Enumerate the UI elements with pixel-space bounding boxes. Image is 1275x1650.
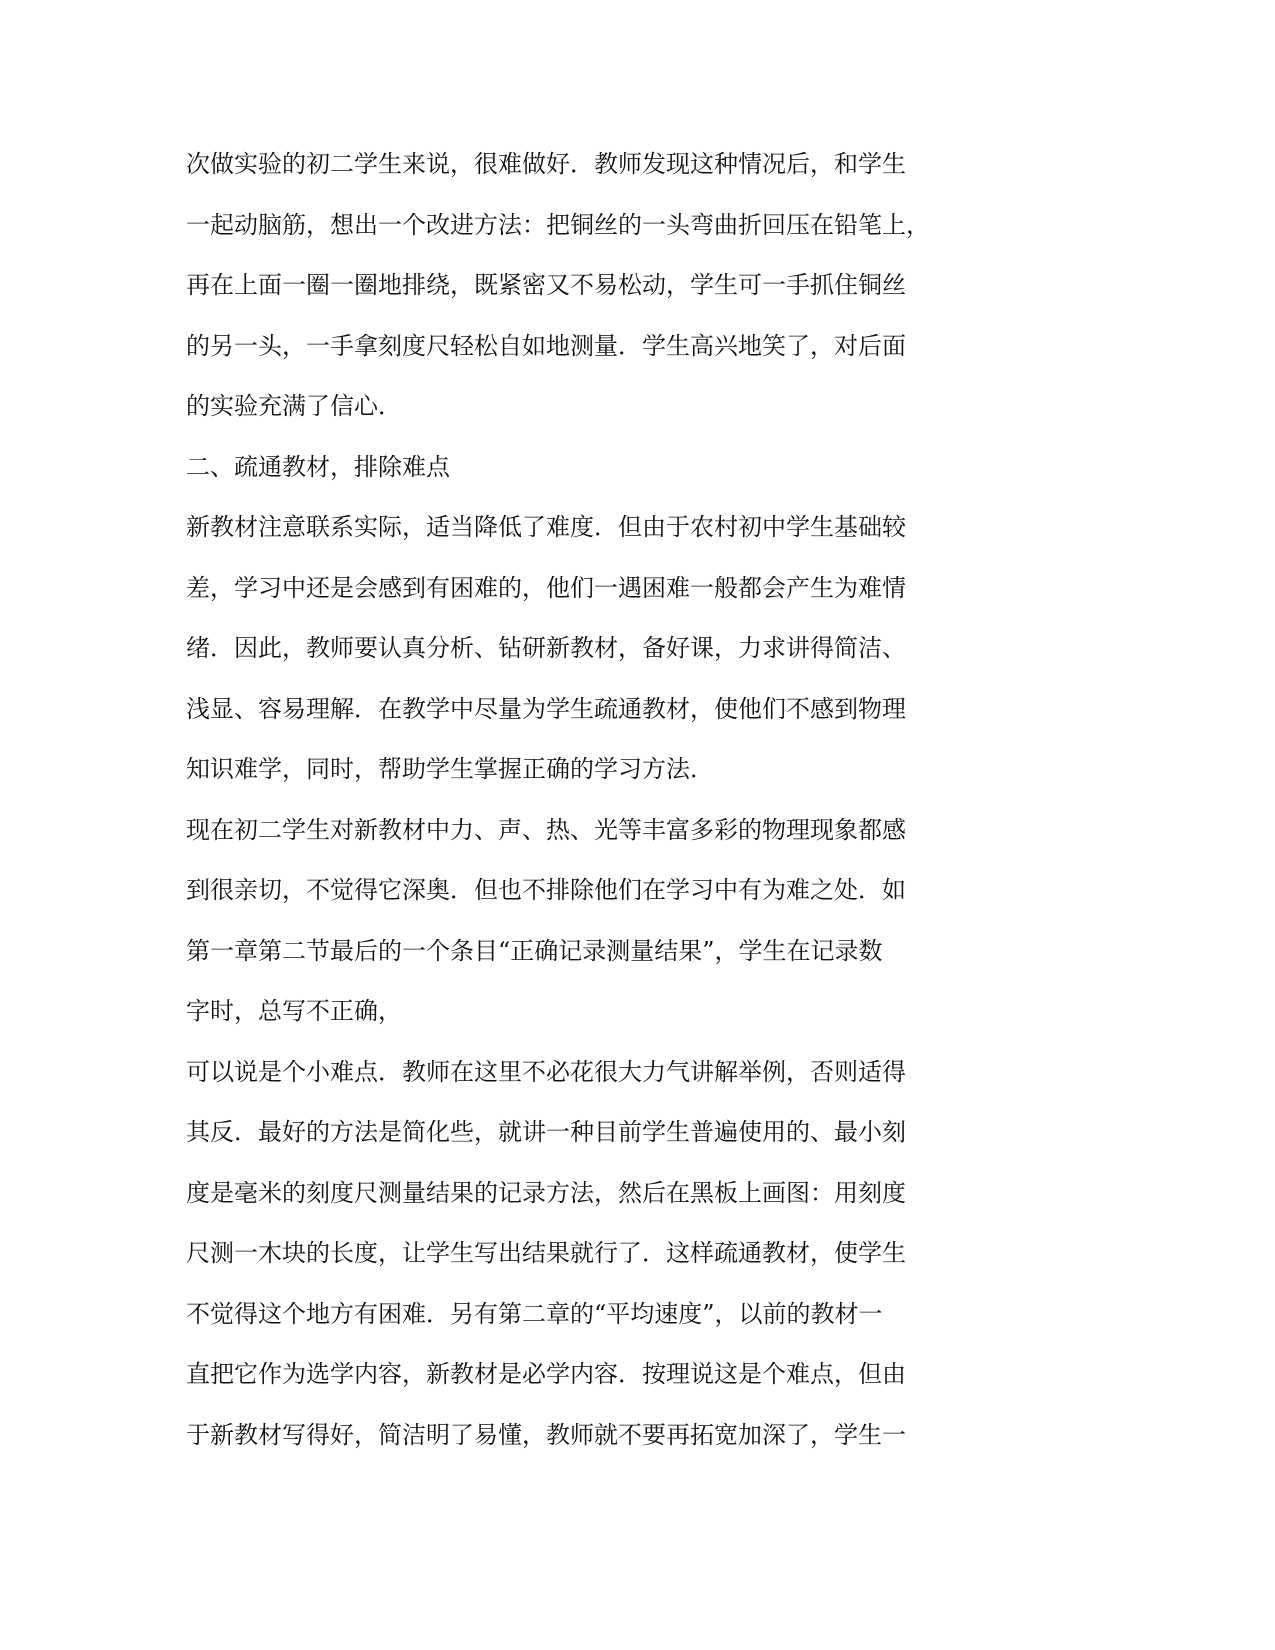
text-line: 尺测一木块的长度，让学生写出结果就行了．这样疏通教材，使学生: [186, 1239, 906, 1267]
text-line: 第一章第二节最后的一个条目“正确记录测量结果”，学生在记录数: [186, 936, 883, 965]
text-line: 字时，总写不正确，: [186, 997, 402, 1025]
text-line: 不觉得这个地方有困难．另有第二章的“平均速度”，以前的教材一: [186, 1299, 883, 1328]
text-line: 的实验充满了信心．: [186, 392, 402, 420]
text-line: 一起动脑筋，想出一个改进方法：把铜丝的一头弯曲折回压在铅笔上，: [186, 210, 930, 239]
text-line: 直把它作为选学内容，新教材是必学内容．按理说这是个难点，但由: [186, 1360, 906, 1388]
text-line: 新教材注意联系实际，适当降低了难度．但由于农村初中学生基础较: [186, 513, 906, 541]
text-line: 绪．因此，教师要认真分析、钻研新教材，备好课，力求讲得简洁、: [186, 634, 906, 662]
text-line: 再在上面一圈一圈地排绕，既紧密又不易松动，学生可一手抓住铜丝: [186, 271, 906, 299]
text-line: 于新教材写得好，简洁明了易懂，教师就不要再拓宽加深了，学生一: [186, 1420, 906, 1449]
text-line: 度是毫米的刻度尺测量结果的记录方法，然后在黑板上画图：用刻度: [186, 1178, 906, 1207]
text-line: 其反．最好的方法是简化些，就讲一种目前学生普遍使用的、最小刻: [186, 1118, 906, 1146]
text-line: 可以说是个小难点．教师在这里不必花很大力气讲解举例，否则适得: [186, 1057, 906, 1086]
section-heading: 二、疏通教材，排除难点: [186, 452, 450, 481]
text-line: 差，学习中还是会感到有困难的，他们一遇困难一般都会产生为难情: [186, 573, 906, 602]
text-line: 到很亲切，不觉得它深奥．但也不排除他们在学习中有为难之处．如: [186, 876, 906, 904]
text-line: 浅显、容易理解．在教学中尽量为学生疏通教材，使他们不感到物理: [186, 694, 906, 723]
text-line: 的另一头，一手拿刻度尺轻松自如地测量．学生高兴地笑了，对后面: [186, 331, 906, 360]
text-line: 现在初二学生对新教材中力、声、热、光等丰富多彩的物理现象都感: [186, 815, 906, 844]
body-text: [186, 134, 946, 1465]
text-line: 知识难学，同时，帮助学生掌握正确的学习方法．: [186, 755, 714, 783]
text-line: 次做实验的初二学生来说，很难做好．教师发现这种情况后，和学生: [186, 150, 906, 178]
